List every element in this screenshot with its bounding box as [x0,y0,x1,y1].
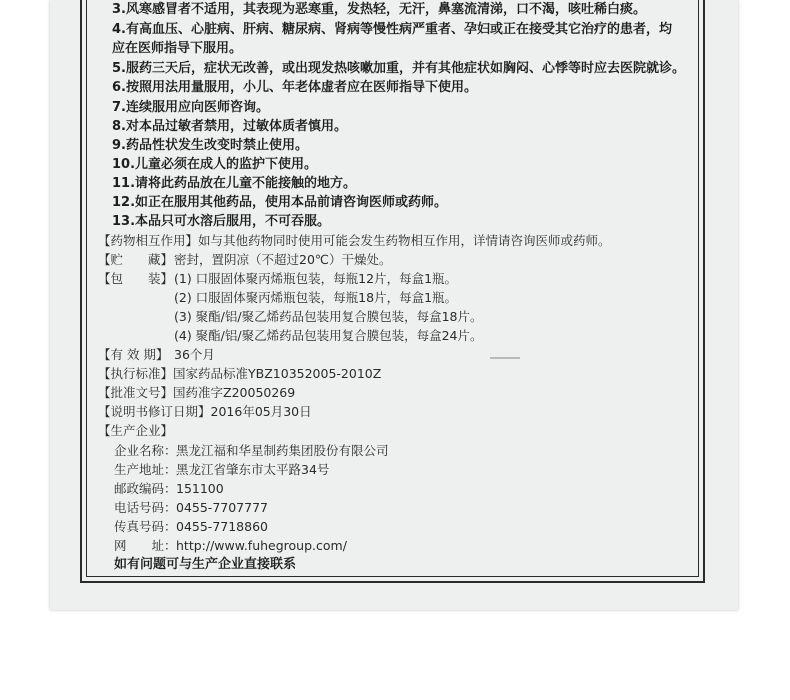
company-name-label: 企业名称： [114,443,177,458]
interaction-text: 如与其他药物同时使用可能会发生药物相互作用，详情请咨询医师或药师。 [198,233,611,248]
revision-text: 2016年05月30日 [210,404,312,419]
postcode-value: 151100 [176,481,224,496]
standard-section [98,365,381,383]
warning-item-12: 12.如正在服用其他药品，使用本品前请咨询医师或药师。 [112,195,448,210]
contact-footer: 如有问题可与生产企业直接联系 [114,557,297,572]
postcode-row [114,480,224,498]
revision-label: 【说明书修订日期】 [98,404,211,419]
interaction-label: 【药物相互作用】 [98,233,199,248]
package-item-4: (4) 聚酯/铝/聚乙烯药品包装用复合膜包装，每盒24片。 [174,328,483,343]
scan-mark [490,357,520,359]
website-row [114,537,347,555]
package-section [98,270,457,288]
storage-label: 【贮 藏】 [98,252,174,267]
warning-item-9: 9.药品性状发生改变时禁止使用。 [112,138,308,153]
package-item-1: (1) 口服固体聚丙烯瓶包装，每瓶12片，每盒1瓶。 [174,271,458,286]
manufacturer-label: 【生产企业】 [98,423,174,438]
warning-item-3: 3.风寒感冒者不适用，其表现为恶寒重，发热轻，无汗，鼻塞流清涕，口不渴，咳吐稀白痰。 [112,2,646,17]
validity-text: 36个月 [174,347,215,362]
standard-label: 【执行标准】 [98,366,174,381]
fax-row [114,518,268,536]
phone-label: 电话号码： [114,500,177,515]
address-row [114,461,329,479]
warning-item-8: 8.对本品过敏者禁用，过敏体质者慎用。 [112,119,347,134]
website-value: http://www.fuhegroup.com/ [176,538,347,553]
warning-item-4: 4.有高血压、心脏病、肝病、糖尿病、肾病等慢性病严重者、孕妇或正在接受其它治疗的患者，均 [112,22,672,37]
approval-section [98,384,295,402]
interaction-section [98,232,611,250]
warning-item-6: 6.按照用法用量服用，小儿、年老体虚者应在医师指导下使用。 [112,80,477,95]
warning-item-4-cont: 应在医师指导下服用。 [112,41,243,56]
address-value: 黑龙江省肇东市太平路34号 [176,462,330,477]
address-label: 生产地址： [114,462,177,477]
validity-section [98,346,215,364]
approval-label: 【批准文号】 [98,385,174,400]
fax-value: 0455-7718860 [176,519,268,534]
package-label: 【包 装】 [98,271,174,286]
package-item-2: (2) 口服固体聚丙烯瓶包装，每瓶18片，每盒1瓶。 [174,290,458,305]
fax-label: 传真号码： [114,519,177,534]
warning-item-7: 7.连续服用应向医师咨询。 [112,100,269,115]
storage-text: 密封，置阴凉（不超过20℃）干燥处。 [174,252,392,267]
standard-text: 国家药品标准YBZ10352005-2010Z [173,366,382,381]
website-label: 网 址： [114,538,177,553]
phone-row [114,499,268,517]
postcode-label: 邮政编码： [114,481,177,496]
phone-value: 0455-7707777 [176,500,268,515]
approval-text: 国药准字Z20050269 [173,385,296,400]
validity-label: 【有 效 期】 [98,347,169,362]
package-item-3: (3) 聚酯/铝/聚乙烯药品包装用复合膜包装，每盒18片。 [174,309,483,324]
warning-item-5: 5.服药三天后，症状无改善，或出现发热咳嗽加重，并有其他症状如胸闷、心悸等时应去医院就诊。 [112,61,685,76]
storage-section [98,251,391,269]
warning-item-10: 10.儿童必须在成人的监护下使用。 [112,157,318,172]
revision-section [98,403,312,421]
company-name-value: 黑龙江福和华星制药集团股份有限公司 [176,443,389,458]
warning-item-11: 11.请将此药品放在儿童不能接触的地方。 [112,176,357,191]
warning-item-13: 13.本品只可水溶后服用，不可吞服。 [112,214,331,229]
company-name-row [114,442,389,460]
